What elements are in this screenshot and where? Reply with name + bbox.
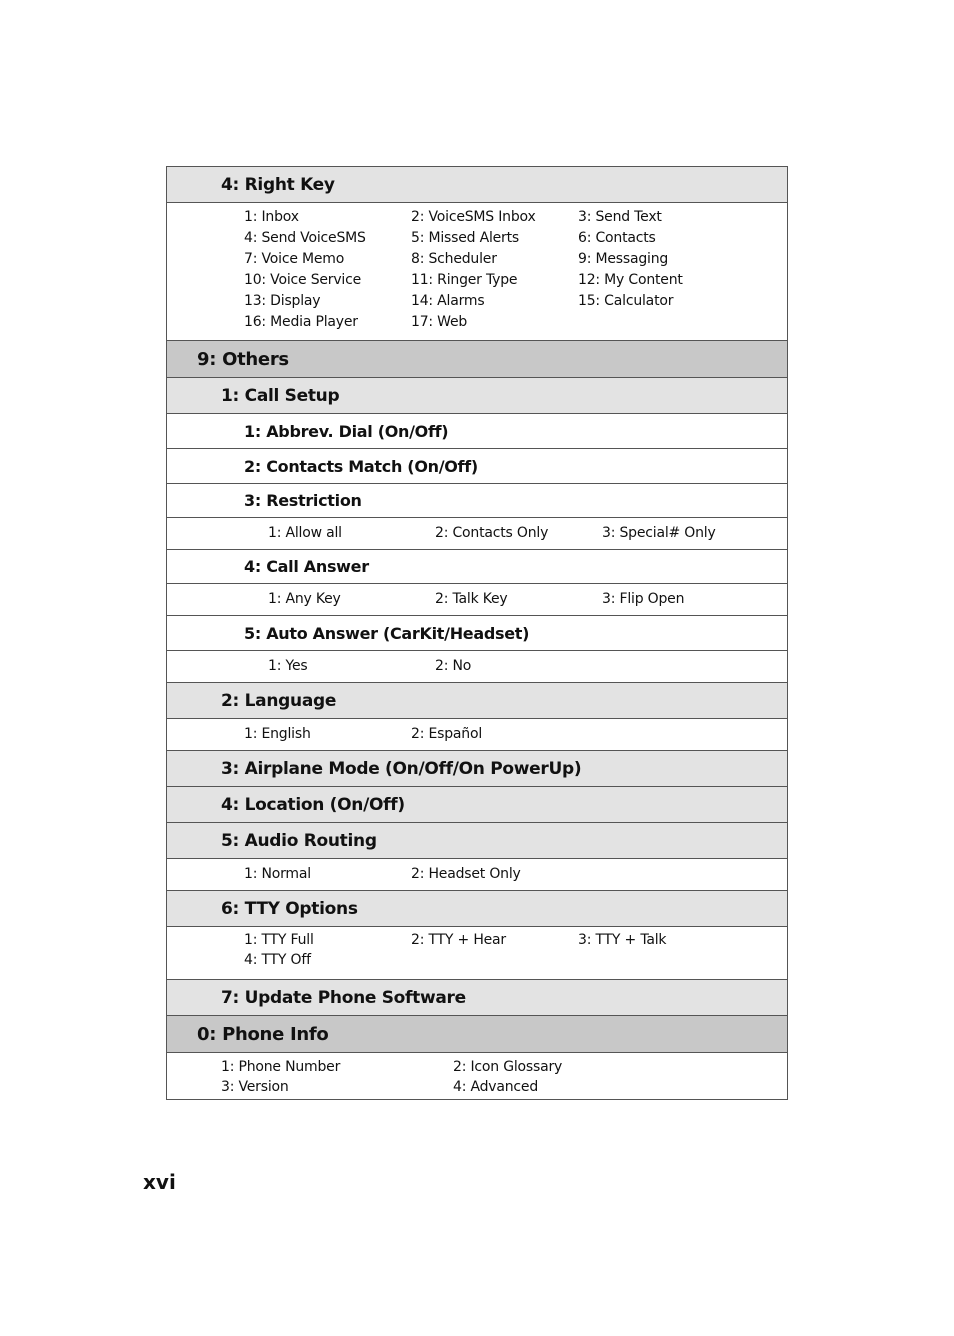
others-title: 9: Others <box>197 348 289 370</box>
menu-option: 1: Any Key <box>268 590 341 607</box>
language-options <box>167 719 787 751</box>
option-row <box>268 657 769 677</box>
menu-option: 4: TTY Off <box>244 951 311 968</box>
audio-routing-options <box>167 859 787 891</box>
option-grid <box>244 725 745 745</box>
contacts-match-title: 2: Contacts Match (On/Off) <box>244 456 478 476</box>
call-answer-options <box>167 584 787 616</box>
menu-option: 10: Voice Service <box>244 272 362 288</box>
menu-option: 3: Special# Only <box>602 524 716 541</box>
restriction-options <box>167 518 787 550</box>
call-answer-row <box>167 550 787 584</box>
tty-options-options <box>167 927 787 980</box>
menu-option: 1: TTY Full <box>244 932 314 948</box>
option-row <box>244 725 745 745</box>
contacts-match-row <box>167 449 787 484</box>
option-grid <box>268 590 769 610</box>
phone-info-options <box>167 1053 787 1099</box>
update-software-title: 7: Update Phone Software <box>221 987 466 1008</box>
abbrev-dial-title: 1: Abbrev. Dial (On/Off) <box>244 421 449 441</box>
menu-option: 8: Scheduler <box>411 251 497 267</box>
option-row <box>244 931 745 951</box>
airplane-mode-title: 3: Airplane Mode (On/Off/On PowerUp) <box>221 758 582 779</box>
menu-option: 9: Messaging <box>578 251 669 267</box>
others-header <box>167 341 787 378</box>
option-row <box>268 590 769 610</box>
phone-info-title: 0: Phone Info <box>197 1023 329 1045</box>
menu-option: 2: Icon Glossary <box>453 1059 563 1075</box>
option-row <box>244 312 745 333</box>
option-grid <box>244 203 745 333</box>
option-grid <box>268 657 769 677</box>
page-number: xvi <box>143 1170 176 1194</box>
right-key-options <box>167 203 787 341</box>
menu-option: 1: Normal <box>244 865 311 882</box>
menu-option: 15: Calculator <box>578 293 674 309</box>
language-title: 2: Language <box>221 690 337 711</box>
menu-option: 4: Send VoiceSMS <box>244 230 366 246</box>
auto-answer-row <box>167 616 787 651</box>
phone-info-header <box>167 1016 787 1053</box>
menu-option: 1: Inbox <box>244 209 299 225</box>
option-row <box>221 1078 685 1098</box>
language-header <box>167 683 787 719</box>
menu-option <box>411 951 578 971</box>
menu-option <box>602 657 769 677</box>
menu-table <box>166 166 788 1100</box>
location-header <box>167 787 787 823</box>
menu-option: 2: Headset Only <box>411 865 521 882</box>
option-row <box>244 291 745 312</box>
menu-option: 14: Alarms <box>411 293 485 309</box>
option-row <box>268 524 769 544</box>
menu-option <box>578 865 745 885</box>
menu-option: 2: No <box>435 657 472 674</box>
menu-option: 1: Yes <box>268 657 308 674</box>
option-grid <box>244 927 745 970</box>
call-setup-header <box>167 378 787 414</box>
tty-options-title: 6: TTY Options <box>221 898 358 919</box>
menu-option: 6: Contacts <box>578 230 656 246</box>
abbrev-dial-row <box>167 414 787 449</box>
audio-routing-title: 5: Audio Routing <box>221 830 377 851</box>
option-row <box>244 207 745 228</box>
call-answer-title: 4: Call Answer <box>244 557 369 576</box>
menu-option: 11: Ringer Type <box>411 272 518 288</box>
menu-option: 7: Voice Memo <box>244 251 345 267</box>
menu-option: 3: Send Text <box>578 209 662 225</box>
right-key-title: 4: Right Key <box>221 174 335 195</box>
menu-option <box>578 312 745 333</box>
option-row <box>244 270 745 291</box>
option-row <box>244 228 745 249</box>
option-grid <box>244 865 745 885</box>
update-software-header <box>167 980 787 1016</box>
menu-option: 4: Advanced <box>453 1078 539 1095</box>
menu-option: 17: Web <box>411 314 468 330</box>
menu-option: 2: Contacts Only <box>435 524 549 541</box>
auto-answer-options <box>167 651 787 683</box>
tty-options-header <box>167 891 787 927</box>
option-grid <box>221 1053 685 1097</box>
restriction-row <box>167 484 787 518</box>
option-grid <box>268 524 769 544</box>
menu-option: 1: Phone Number <box>221 1059 341 1075</box>
airplane-mode-header <box>167 751 787 787</box>
menu-option: 2: Talk Key <box>435 590 508 607</box>
menu-option: 1: English <box>244 725 311 742</box>
menu-option: 13: Display <box>244 293 321 309</box>
option-row <box>244 249 745 270</box>
menu-option: 12: My Content <box>578 272 683 288</box>
menu-option: 16: Media Player <box>244 314 358 330</box>
call-setup-title: 1: Call Setup <box>221 385 340 406</box>
audio-routing-header <box>167 823 787 859</box>
menu-option: 3: Version <box>221 1078 289 1095</box>
menu-option <box>578 951 745 971</box>
location-title: 4: Location (On/Off) <box>221 794 405 815</box>
menu-option <box>578 725 745 745</box>
option-row <box>244 865 745 885</box>
menu-option: 5: Missed Alerts <box>411 230 520 246</box>
restriction-title: 3: Restriction <box>244 491 362 510</box>
menu-option: 2: TTY + Hear <box>411 932 506 948</box>
menu-option: 1: Allow all <box>268 524 342 541</box>
menu-option: 3: TTY + Talk <box>578 932 667 948</box>
menu-option: 3: Flip Open <box>602 590 685 607</box>
menu-option: 2: Español <box>411 725 483 742</box>
option-row <box>244 951 745 971</box>
auto-answer-title: 5: Auto Answer (CarKit/Headset) <box>244 623 530 643</box>
right-key-header <box>167 167 787 203</box>
option-row <box>221 1058 685 1078</box>
menu-option: 2: VoiceSMS Inbox <box>411 209 536 225</box>
